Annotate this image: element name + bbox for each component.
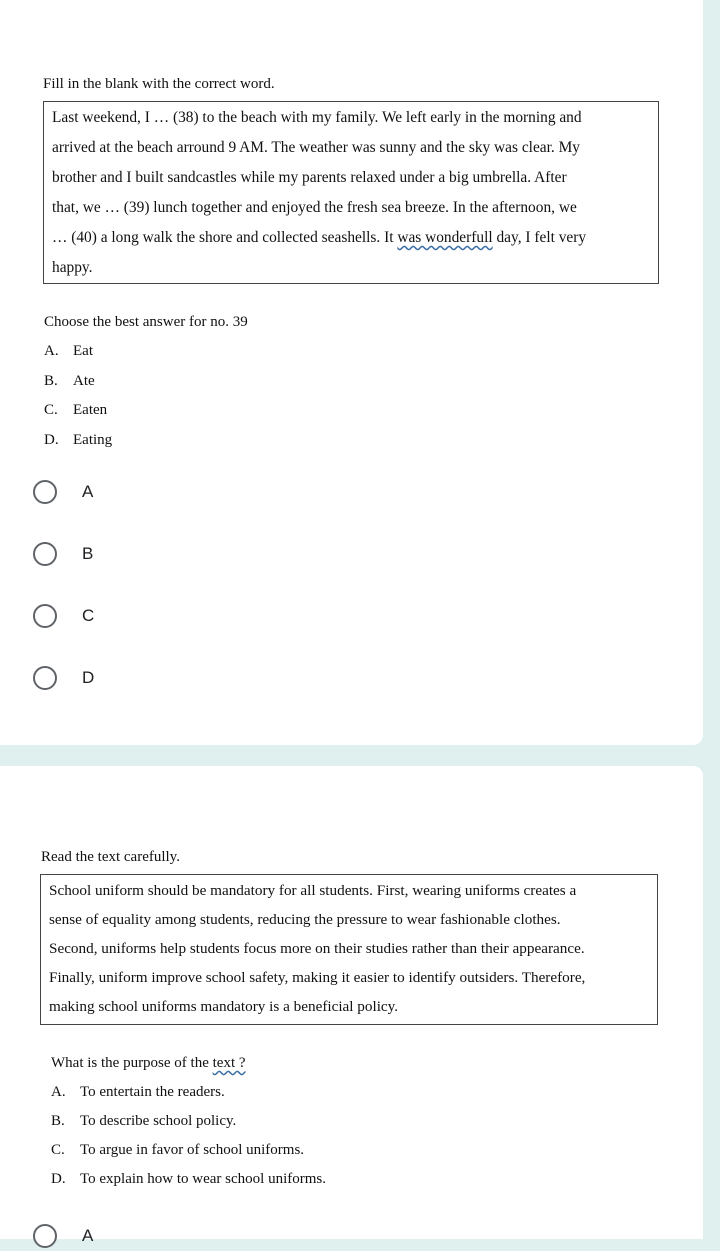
radio-button-icon[interactable] [33, 1224, 57, 1248]
passage-line: that, we … (39) lunch together and enjoyed the fresh sea breeze. In the afternoon, we [52, 199, 577, 216]
option-b: B. Ate [44, 373, 95, 389]
option-d: D. To explain how to wear school uniforms. [51, 1171, 326, 1187]
choice-b[interactable] [33, 539, 93, 569]
choice-label: A [82, 1226, 94, 1245]
passage-box [40, 874, 658, 1025]
passage-line: Finally, uniform improve school safety, making it easier to identify outsiders. Therefore, [49, 969, 586, 986]
passage-box [43, 101, 659, 284]
choice-c[interactable] [33, 601, 94, 631]
passage-line: arrived at the beach arround 9 AM. The weather was sunny and the sky was clear. My [52, 139, 580, 156]
option-d: D. Eating [44, 432, 113, 448]
passage-line: Second, uniforms help students focus more on their studies rather than their appearance. [49, 940, 585, 957]
spelling-underline: text ? [212, 1055, 246, 1071]
passage-line: making school uniforms mandatory is a beneficial policy. [49, 998, 399, 1015]
choice-d[interactable] [33, 663, 94, 693]
choice-label: B [82, 544, 94, 563]
option-b: B. To describe school policy. [51, 1113, 237, 1129]
choice-a[interactable] [33, 1221, 93, 1251]
option-a: A. Eat [44, 343, 93, 359]
passage-line: sense of equality among students, reducing the pressure to wear fashionable clothes. [49, 911, 561, 928]
passage-line: Last weekend, I … (38) to the beach with my family. We left early in the morning and [52, 109, 582, 126]
option-c: C. To argue in favor of school uniforms. [51, 1142, 305, 1158]
radio-button-icon[interactable] [33, 666, 57, 690]
choice-a[interactable] [33, 477, 93, 507]
radio-button-icon[interactable] [33, 604, 57, 628]
option-c: C. Eaten [44, 402, 108, 418]
radio-button-icon[interactable] [33, 542, 57, 566]
passage-line: … (40) a long walk the shore and collected seashells. It was wonderfull day, I felt very [52, 229, 587, 246]
choice-label: D [82, 668, 95, 687]
instruction-text: Read the text carefully. [41, 849, 180, 865]
radio-button-icon[interactable] [33, 480, 57, 504]
option-a: A. To entertain the readers. [51, 1084, 225, 1100]
choice-label: C [82, 606, 95, 625]
question-text: Choose the best answer for no. 39 [44, 314, 248, 330]
choice-label: A [82, 482, 94, 501]
passage-line: brother and I built sandcastles while my parents relaxed under a big umbrella. After [52, 169, 567, 186]
instruction-text: Fill in the blank with the correct word. [43, 76, 275, 92]
spelling-underline: was wonderfull [397, 229, 493, 246]
question-card-2 [0, 766, 703, 1245]
passage-line: School uniform should be mandatory for all students. First, wearing uniforms creates a [49, 882, 577, 899]
question-text: What is the purpose of the text ? [51, 1055, 246, 1071]
passage-line: happy. [52, 259, 93, 276]
